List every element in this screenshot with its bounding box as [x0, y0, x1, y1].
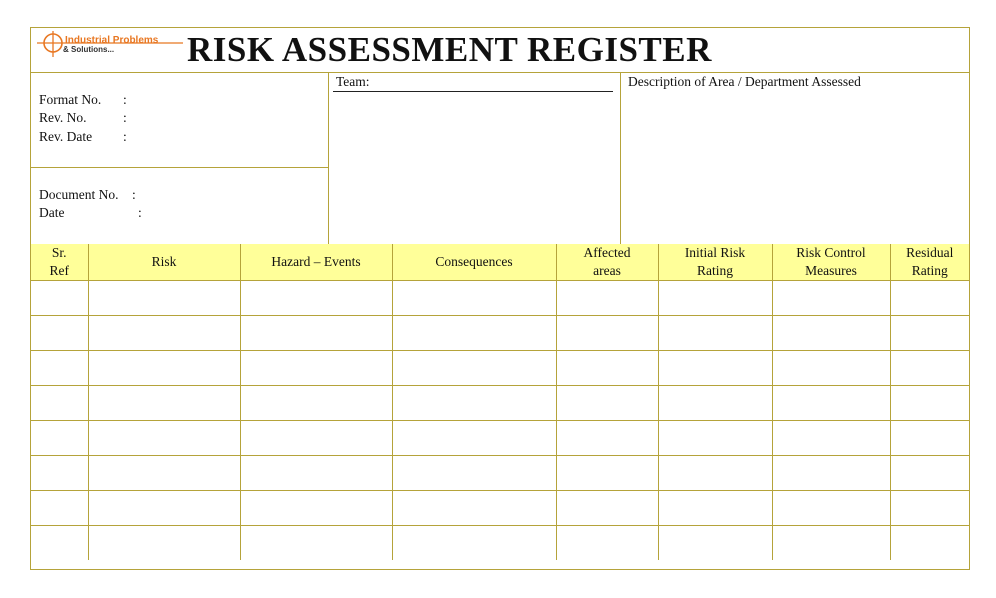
table-cell[interactable] [556, 491, 658, 526]
col-hazard-events: Hazard – Events [240, 244, 392, 281]
date-label: Date [39, 205, 65, 220]
rev-date-label: Rev. Date [39, 129, 93, 144]
table-cell[interactable] [556, 351, 658, 386]
risk-register-table [31, 244, 969, 560]
table-cell[interactable] [772, 386, 890, 421]
logo-line-1: Industrial Problems [65, 35, 159, 46]
table-cell[interactable] [392, 351, 556, 386]
table-cell[interactable] [392, 386, 556, 421]
table-row [31, 421, 969, 456]
date-row [39, 205, 142, 221]
table-cell[interactable] [890, 316, 969, 351]
col-affected-areas: Affected areas [556, 244, 658, 281]
table-cell[interactable] [890, 456, 969, 491]
table-cell[interactable] [890, 526, 969, 561]
team-underline [333, 91, 613, 92]
table-cell[interactable] [240, 386, 392, 421]
table-cell[interactable] [88, 386, 240, 421]
format-block [31, 72, 328, 168]
table-cell[interactable] [658, 351, 772, 386]
table-cell[interactable] [556, 526, 658, 561]
table-cell[interactable] [556, 281, 658, 316]
table-cell[interactable] [88, 421, 240, 456]
format-no-row [39, 92, 127, 108]
format-no-colon: : [123, 92, 127, 107]
table-cell[interactable] [658, 526, 772, 561]
rev-date-colon: : [123, 129, 127, 144]
col-risk-control-measures: Risk Control Measures [772, 244, 890, 281]
col-consequences: Consequences [392, 244, 556, 281]
table-cell[interactable] [392, 456, 556, 491]
format-no-label: Format No. [39, 92, 102, 107]
table-cell[interactable] [556, 316, 658, 351]
header [31, 28, 969, 73]
table-cell[interactable] [772, 421, 890, 456]
table-cell[interactable] [658, 281, 772, 316]
logo-line-2: & Solutions... [63, 45, 115, 54]
team-label: Team: [336, 74, 370, 89]
table-cell[interactable] [772, 316, 890, 351]
table-cell[interactable] [658, 386, 772, 421]
table-body [31, 281, 969, 561]
document-no-row [39, 187, 136, 203]
company-logo [35, 30, 185, 60]
team-block [328, 72, 621, 244]
table-cell[interactable] [31, 421, 88, 456]
table-cell[interactable] [772, 281, 890, 316]
table-cell[interactable] [658, 456, 772, 491]
table-cell[interactable] [556, 456, 658, 491]
table-cell[interactable] [240, 456, 392, 491]
table-cell[interactable] [240, 316, 392, 351]
table-cell[interactable] [772, 526, 890, 561]
table-cell[interactable] [890, 386, 969, 421]
col-sr-ref: Sr. Ref [31, 244, 88, 281]
table-cell[interactable] [88, 316, 240, 351]
date-colon: : [138, 205, 142, 220]
document-control-block [31, 72, 329, 244]
table-cell[interactable] [658, 421, 772, 456]
table-cell[interactable] [772, 456, 890, 491]
table-cell[interactable] [31, 386, 88, 421]
risk-register-sheet [30, 27, 970, 570]
col-residual-rating: Residual Rating [890, 244, 969, 281]
table-cell[interactable] [392, 491, 556, 526]
table-cell[interactable] [556, 421, 658, 456]
table-cell[interactable] [240, 351, 392, 386]
table-header-row [31, 244, 969, 281]
table-cell[interactable] [88, 281, 240, 316]
table-cell[interactable] [240, 281, 392, 316]
table-cell[interactable] [31, 281, 88, 316]
table-cell[interactable] [392, 526, 556, 561]
table-row [31, 281, 969, 316]
table-cell[interactable] [88, 351, 240, 386]
table-cell[interactable] [240, 421, 392, 456]
table-cell[interactable] [31, 526, 88, 561]
info-section [31, 72, 969, 244]
table-cell[interactable] [890, 421, 969, 456]
table-row [31, 351, 969, 386]
rev-date-row [39, 129, 127, 145]
table-cell[interactable] [772, 351, 890, 386]
table-cell[interactable] [890, 351, 969, 386]
table-cell[interactable] [658, 316, 772, 351]
table-cell[interactable] [890, 491, 969, 526]
document-no-colon: : [132, 187, 136, 202]
table-row [31, 456, 969, 491]
table-cell[interactable] [31, 316, 88, 351]
col-initial-risk-rating: Initial Risk Rating [658, 244, 772, 281]
table-cell[interactable] [31, 456, 88, 491]
table-row [31, 491, 969, 526]
table-cell[interactable] [392, 316, 556, 351]
table-cell[interactable] [31, 351, 88, 386]
rev-no-colon: : [123, 110, 127, 125]
table-cell[interactable] [240, 491, 392, 526]
table-cell[interactable] [392, 281, 556, 316]
table-cell[interactable] [772, 491, 890, 526]
description-label: Description of Area / Department Assessed [628, 74, 861, 89]
table-cell[interactable] [31, 491, 88, 526]
rev-no-row [39, 110, 127, 126]
table-cell[interactable] [392, 421, 556, 456]
page-title: RISK ASSESSMENT REGISTER [187, 30, 712, 69]
description-block [620, 72, 969, 244]
table-cell[interactable] [556, 386, 658, 421]
table-cell[interactable] [658, 491, 772, 526]
table-cell[interactable] [88, 491, 240, 526]
table-row [31, 316, 969, 351]
table-cell[interactable] [240, 526, 392, 561]
table-cell[interactable] [88, 456, 240, 491]
table-row [31, 386, 969, 421]
document-no-label: Document No. [39, 187, 119, 202]
table-row [31, 526, 969, 561]
table-cell[interactable] [88, 526, 240, 561]
table-cell[interactable] [890, 281, 969, 316]
col-risk: Risk [88, 244, 240, 281]
rev-no-label: Rev. No. [39, 110, 87, 125]
